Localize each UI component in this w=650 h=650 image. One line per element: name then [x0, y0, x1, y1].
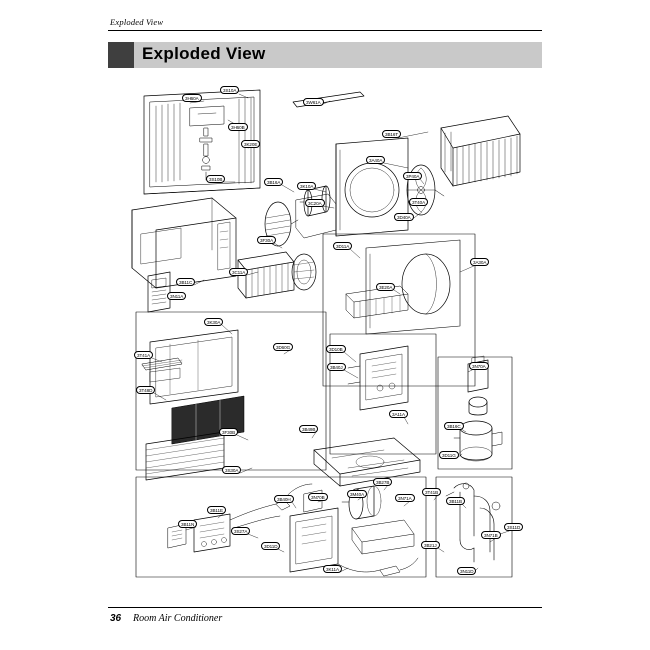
part-callout: 3S27A [231, 527, 250, 535]
part-callout: 3K30A [204, 318, 223, 326]
part-callout: 3M40A [347, 490, 367, 498]
exploded-view-drawing [108, 72, 542, 602]
part-callout: 3D11D [261, 542, 280, 550]
header-divider [108, 30, 542, 31]
part-callout: 3B11E [207, 506, 226, 514]
part-callout: 3E20A [376, 283, 395, 291]
part-callout: 3K11A [323, 565, 342, 573]
part-callout: 3B49B [299, 425, 318, 433]
part-callout: 3S11D [504, 523, 523, 531]
part-callout: 3D11G [439, 451, 459, 459]
part-callout: 3A30A [470, 258, 489, 266]
page-number: 36 [110, 613, 122, 624]
part-callout: 3K20E [241, 140, 260, 148]
part-callout: 3S30A [222, 466, 241, 474]
part-callout: 3S10A [220, 86, 239, 94]
part-callout: 3B40J [327, 363, 346, 371]
running-head: Exploded View [110, 17, 164, 27]
part-callout: 3A11A [389, 410, 408, 418]
part-callout: 3T48D [136, 386, 155, 394]
part-callout: 3T40A [409, 198, 428, 206]
part-callout: 3C11A [229, 268, 248, 276]
part-callout: 3C20A [305, 199, 325, 207]
part-callout: 3B11B [446, 497, 465, 505]
page-title: Exploded View [142, 44, 266, 63]
part-callout: 3B21J [421, 541, 440, 549]
part-callout: 3F30B [219, 428, 238, 436]
part-callout: 3B16C [444, 422, 464, 430]
exploded-view-diagram [108, 72, 542, 602]
part-callout: 3D10B [326, 345, 346, 353]
part-callout: 3S10B [206, 175, 225, 183]
part-callout: 3B40H [274, 495, 294, 503]
part-callout: 3H60B [228, 123, 248, 131]
part-callout: 3N11D [457, 567, 476, 575]
part-callout: 3B11N [178, 520, 197, 528]
part-callout: 3D11A [333, 242, 352, 250]
part-callout: 3F30A [257, 236, 276, 244]
part-callout: 3N70B [308, 493, 328, 501]
part-callout: 3D60G [273, 343, 293, 351]
part-callout: 3T41A [134, 351, 153, 359]
part-callout: 3B16T [382, 130, 401, 138]
part-callout: 3N11A [167, 292, 186, 300]
footer-divider [108, 607, 542, 608]
part-callout: 3N71A [395, 494, 415, 502]
footer-document-title: Room Air Conditioner [133, 613, 223, 624]
part-callout: 3B16A [264, 178, 283, 186]
part-callout: 3K10A [297, 182, 316, 190]
part-callout: 3P40A [403, 172, 422, 180]
part-callout: 3W61A [303, 98, 324, 106]
part-callout: 3B11C [176, 278, 195, 286]
part-callout: 3B27B [373, 478, 392, 486]
section-title-swatch [108, 42, 134, 68]
part-callout: 3A40A [366, 156, 385, 164]
part-callout: 3N70A [469, 362, 489, 370]
part-callout: 3T41B [422, 488, 441, 496]
part-callout: 3D40A [394, 213, 414, 221]
part-callout: 3H60A [182, 94, 202, 102]
part-callout: 3N71B [481, 531, 501, 539]
